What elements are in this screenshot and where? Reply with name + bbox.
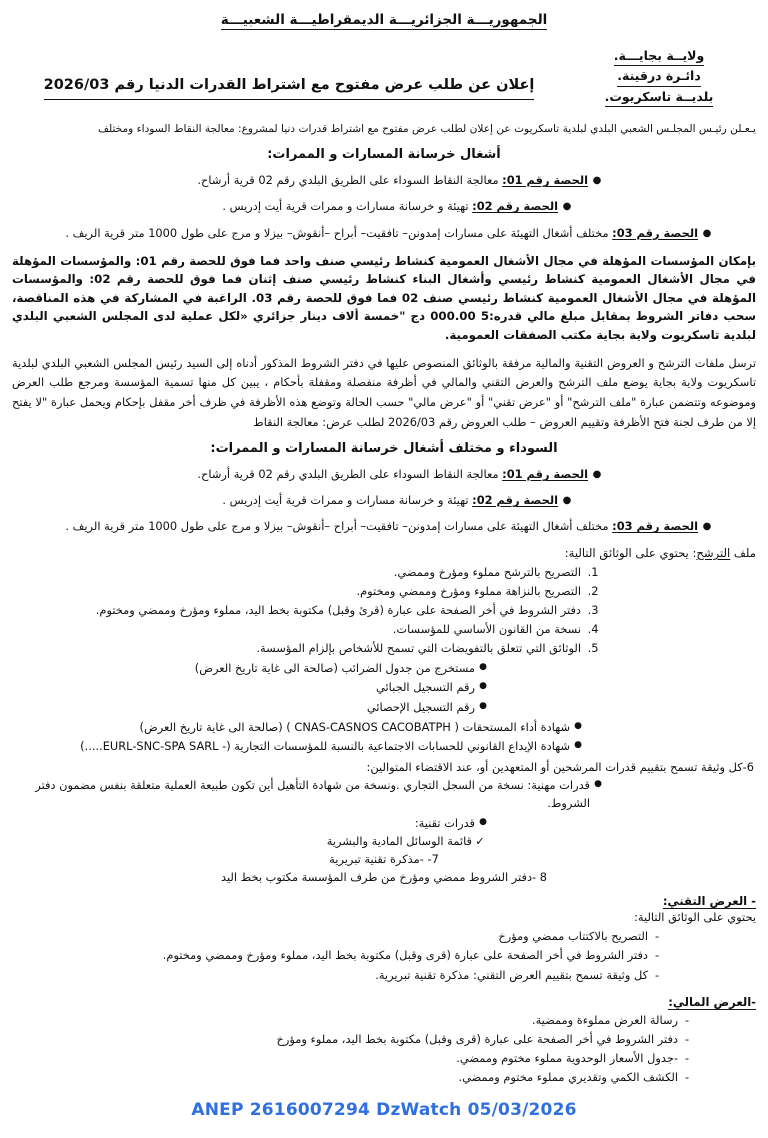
list-item [12,927,666,946]
list-item [12,659,491,677]
admin-block [564,46,754,107]
lot-heading: الحصة رقم 01: [502,467,588,482]
lot-item [12,518,756,535]
technical-offer-sub: يحتوي على الوثائق التالية: [634,910,756,925]
financial-offer-list [12,1011,756,1088]
bullet-icon: ● [479,816,487,827]
list-item [12,1011,696,1030]
dash-icon: - [654,967,660,982]
lot-description: تهيئة و خرسانة مسارات و ممرات قرية أيت إدريس . [222,199,473,214]
envelope-paragraph: ترسل ملفات الترشح و العروض التقنية والمالية مرفقة بالوثائق المنصوص عليها في دفتر الشروط المذكور أدناه إلى السيد رئيس المجلس الشعبي البلدي لبلدية تاسكريوت ولاية بجاية يوضع ملف الترشح والعرض التقني والمالي في أظرفة منفصلة ومقفلة بأحكام ، يبين كل منها تسمية المؤسسة ومرجع طلب العرض وموضوعه وتتضمن عبارة "ملف الترشح" أو "عرض تقني" أو "عرض مالي" حسب الحالة وتوضع هذه الأظرفة في ظرف أخر مقفل بإحكام ويحمل عبارة "لا يفتح إلا من طرف لجنة فتح الأظرفة وتقييم العروض – طلب العروض رقم 2026/03 لطلب عرض: معالجة النقاط [12,355,756,429]
lot-description: معالجة النقاط السوداء على الطريق البلدي رقم 02 قرية أرشاح. [197,467,503,482]
anep-reference: ANEP 2616007294 DzWatch 05/03/2026 [191,1100,577,1120]
check-icon: ✓ [475,834,485,849]
candidacy-docs-list [12,563,606,657]
list-item-text: -جدول الأسعار الوحدوية مملوء مختوم وممضي. [456,1051,678,1066]
lot-heading: الحصة رقم 02: [472,493,558,508]
republic-header [0,0,768,30]
list-item [12,678,491,696]
dash-icon: - [654,929,660,944]
technical-offer-list [12,927,756,984]
candidacy-file-label [12,546,756,560]
bullet-icon: ● [594,778,602,789]
dash-icon: - [684,1070,690,1085]
list-item: 2. التصريح بالنزاهة مملوء ومؤرخ وممضي ومختوم. [12,582,584,600]
list-item-text: دفتر الشروط في أخر الصفحة على عبارة (قرى وقبل) مكتوبة بخط اليد، مملوء ومؤرخ وممضي ومختوم. [162,948,648,963]
lot-item [12,466,756,483]
candidacy-file-keyword: الترشح [696,545,731,560]
dash-icon: - [684,1051,690,1066]
list-item-text: قدرات تقنية: [414,815,475,830]
list-item-text: رقم التسجيل الإحصائي [366,699,475,714]
candidacy-file-suffix: : يحتوي على الوثائق التالية: [564,545,697,560]
lot-text [12,466,588,483]
lot-text [12,518,698,535]
list-item [12,946,666,965]
lot-item [12,225,756,242]
lot-list-secondary [12,466,756,535]
admin-baladia: بلديــة تاسكريوت. [605,87,714,107]
list-item-text: قدرات مهنية: نسخة من السجل التجاري .ونسخة من شهادة التأهيل أين تكون طبيعة العملية متعلقة بنفس مضمون دفتر الشروط. [35,777,590,811]
list-item: 3. دفتر الشروط في أخر الصفحة على عبارة (قرئ وقبل) مكتوبة بخط اليد، مملوء ومؤرخ وممضي ومختوم. [12,601,584,619]
lot-description: معالجة النقاط السوداء على الطريق البلدي رقم 02 قرية أرشاح. [197,173,503,188]
bullet-icon: ● [479,700,487,711]
intro-paragraph: يـعـلن رئيـس المجلـس الشعبي البلدي لبلدية تاسكريوت عن إعلان لطلب عرض مفتوح مع اشتراط قدرات دنيا لمشروع: معالجة النقاط السوداء ومختلف [97,123,756,136]
lot-description: مختلف أشغال التهيئة على مسارات إمدونن– تافقيت– أبراح –أنقوش– بيزلا و مرج على طول 1000 متر قرية الريف . [65,519,613,534]
capacity-check-text: قائمة الوسائل المادية والبشرية [326,834,472,849]
bullet-icon: ● [479,661,487,672]
list-item [12,718,586,736]
header-row [0,46,768,107]
list-item-text: رسالة العرض مملوءة وممضية. [531,1012,678,1027]
list-item-text: رقم التسجيل الجبائي [376,680,475,695]
lot-text [12,172,588,189]
bullet-icon: ● [574,720,582,731]
list-item [12,814,606,832]
list-item-text: الكشف الكمي وتقديري مملوء مختوم وممضي. [458,1070,678,1085]
list-item: 4. نسخة من القانون الأساسي للمؤسسات. [12,620,584,638]
bullet-icon: ● [702,227,712,239]
list-item [12,737,586,755]
item-6-text: 6-كل وثيقة تسمح بتقييم قدرات المرشحين أو المتعهدين أو، عند الاقتضاء المتوالين: [366,759,754,774]
lot-heading: الحصة رقم 03: [612,519,698,534]
lot-description: مختلف أشغال التهيئة على مسارات إمدونن– تافقيت– أبراح –أنقوش– بيزلا و مرج على طول 1000 متر قرية الريف . [65,225,613,240]
admin-wilaya: ولايــة بجايـــة. [614,46,705,66]
title-block [14,46,564,100]
bullet-icon: ● [702,521,712,533]
admin-daira-row [564,66,754,86]
lot-text [12,198,558,215]
bullet-icon: ● [592,469,602,481]
technical-offer-heading [12,894,756,908]
list-item-text: دفتر الشروط في أخر الصفحة على عبارة (قرى وقبل) مكتوبة بخط اليد، مملوء ومؤرخ [276,1031,678,1046]
candidacy-file-prefix: ملف [730,545,756,560]
bullet-icon: ● [562,201,572,213]
qualification-paragraph: بإمكان المؤسسات المؤهلة في مجال الأشغال العمومية كنشاط رئيسي صنف واحد فما فوق للحصة رقم 01: والمؤسسات المؤهلة في مجال الأشغال العمومية كنشاط رئيسي وأشغال البناء كنشاط رئيسي صنف إثنان فما فوق للحصة رقم 02: والمؤسسات المؤهلة في مجال الأشغال العمومية كنشاط رئيسي صنف 02 فما فوق للحصة رقم 03. الراغبة في المشاركة في هذه المناقصة، سحب دفاتر الشروط بمقابل مبلغ مالي قدره:5 000.00 دج "خمسة ألاف دينار جزائري «لكل عملية لدى المجلس الشعبي البلدي لبلدية تاسكريوت ولاية بجاية مكتب الصفقات العمومية. [12,253,756,343]
list-item: 1. التصريح بالترشح مملوء ومؤرخ وممضي. [12,563,584,581]
list-item [12,1068,696,1087]
candidacy-sub-docs-list-2 [12,718,756,756]
page-title: إعلان عن طلب عرض مفتوح مع اشتراط القدرات الدنيا رقم 2026/03 [44,75,535,100]
list-item [12,1030,696,1049]
list-item: 5. الوثائق التي تتعلق بالتفويضات التي تسمح للأشخاص بإلزام المؤسسة. [12,639,584,657]
admin-daira: دائـرة درقينة. [617,66,701,86]
list-item-text: مستخرج من جدول الضرائب (صالحة الى غاية تاريخ العرض) [194,660,475,675]
dash-icon: - [684,1031,690,1046]
list-item [12,966,666,985]
lot-text [12,225,698,242]
admin-wilaya-row [564,46,754,66]
admin-baladia-row [564,87,754,107]
list-item [12,698,491,716]
footer [0,1100,768,1120]
bullet-icon: ● [479,681,487,692]
list-item-text: كل وثيقة تسمح بتقييم العرض التقني: مذكرة تقنية تبريرية. [375,967,648,982]
lot-item [12,492,756,509]
lot-heading: الحصة رقم 03: [612,225,698,240]
technical-offer-heading-text: - العرض التقني: [662,894,756,909]
list-item-text: شهادة الإيداع القانوني للحسابات الاجتماعية بالنسبة للمؤسسات التجارية (- EURL-SNC-SPA SARL.....) [80,739,570,754]
item-7-text: 7- -مذكرة تقنية تبريرية [329,852,439,867]
list-item-text: التصريح بالاكتتاب ممضي ومؤرخ [498,929,648,944]
dash-icon: - [684,1012,690,1027]
lot-heading: الحصة رقم 01: [502,173,588,188]
lot-item [12,172,756,189]
subject-line-1: أشغال خرسانة المسارات و الممرات: [267,147,501,163]
subject-line-2: السوداء و مختلف أشغال خرسانة المسارات و الممرات: [210,441,558,457]
bullet-icon: ● [574,740,582,751]
candidacy-sub-docs-list [12,659,756,716]
list-item [12,776,606,813]
capacity-check-line [12,834,756,848]
bullet-icon: ● [562,495,572,507]
lot-text [12,492,558,509]
item-8-text: 8 -دفتر الشروط ممضي ومؤرخ من طرف المؤسسة مكتوب بخط اليد [221,870,547,885]
financial-offer-heading [12,995,756,1009]
lot-list-primary [12,172,756,241]
list-item [12,1049,696,1068]
list-item-text: شهادة أداء المستحقات ( CNAS-CASNOS CACOBATPH ) (صالحة الى غاية تاريخ العرض) [139,719,570,734]
republic-header-text: الجمهوريـــة الجزائريـــة الديمقراطيـــة الشعبيـــة [220,12,548,28]
financial-offer-heading-text: -العرض المالي: [668,994,756,1009]
capacities-list [12,776,756,832]
lot-description: تهيئة و خرسانة مسارات و ممرات قرية أيت إدريس . [222,493,473,508]
lot-heading: الحصة رقم 02: [472,199,558,214]
document-content [0,121,768,1087]
dash-icon: - [654,948,660,963]
lot-item [12,198,756,215]
bullet-icon: ● [592,175,602,187]
